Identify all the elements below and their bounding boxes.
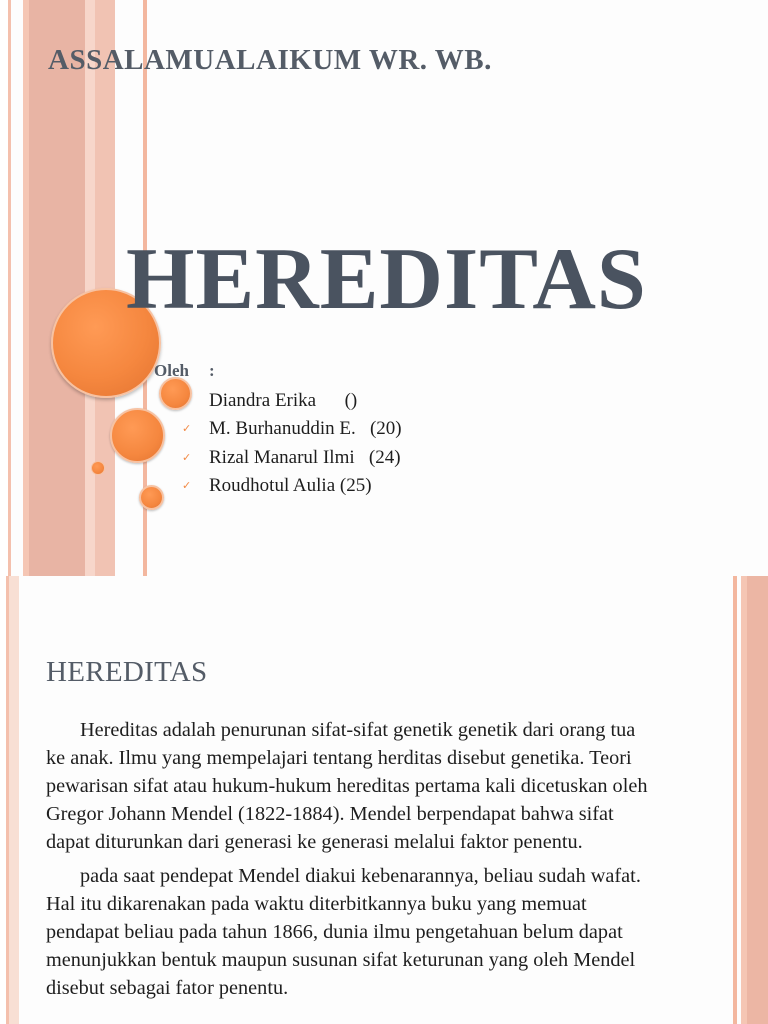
decorative-circle-medium bbox=[110, 408, 165, 463]
slide-2[interactable] bbox=[0, 576, 768, 1024]
decorative-stripe bbox=[29, 0, 85, 576]
author-list bbox=[182, 388, 402, 501]
decorative-circle-tiny bbox=[91, 461, 105, 475]
author-item bbox=[182, 473, 372, 501]
section-heading: HEREDITAS bbox=[46, 656, 208, 688]
decorative-stripe bbox=[0, 0, 8, 576]
slide-title: HEREDITAS bbox=[126, 231, 647, 328]
author-name: Rizal Manarul Ilmi (24) bbox=[209, 446, 401, 468]
oleh-colon: : bbox=[209, 361, 215, 380]
author-item bbox=[182, 416, 402, 444]
decorative-stripe bbox=[8, 0, 11, 576]
author-item bbox=[182, 445, 401, 473]
author-name: Diandra Erika () bbox=[209, 390, 358, 411]
greeting-heading: ASSALAMUALAIKUM WR. WB. bbox=[48, 44, 492, 76]
checkmark-icon: ✓ bbox=[182, 479, 192, 492]
author-name: M. Burhanuddin E. (20) bbox=[209, 418, 402, 440]
author-item bbox=[182, 388, 358, 416]
decorative-stripe bbox=[85, 0, 95, 576]
checkmark-icon: ✓ bbox=[182, 451, 192, 464]
decorative-stripe bbox=[9, 576, 19, 1024]
body-text bbox=[46, 716, 650, 1008]
oleh-label: Oleh bbox=[154, 361, 189, 380]
author-name: Roudhotul Aulia (25) bbox=[209, 474, 372, 496]
paragraph: Hereditas adalah penurunan sifat-sifat genetik genetik dari orang tua ke anak. Ilmu yang mempelajari tentang herditas disebut genetika. Teori pewarisan sifat atau hukum-hukum hereditas pertama kali dicetuskan oleh Gregor Johann Mendel (1822-1884). Mendel berpendapat bahwa sifat dapat diturunkan dari generasi ke generasi melalui faktor penentu. bbox=[46, 719, 648, 853]
decorative-circle-small bbox=[139, 485, 164, 510]
paragraph: pada saat pendepat Mendel diakui kebenarannya, beliau sudah wafat. Hal itu dikarenakan pada waktu diterbitkannya buku yang memuat pendapat beliau pada tahun 1866, dunia ilmu pengetahuan belum dapat menunjukkan bentuk maupun susunan sifat keturunan yang oleh Mendel disebut sebagai fator penentu. bbox=[46, 865, 641, 999]
checkmark-icon: ✓ bbox=[182, 423, 192, 436]
decorative-stripe bbox=[747, 576, 768, 1024]
decorative-stripe bbox=[733, 576, 737, 1024]
